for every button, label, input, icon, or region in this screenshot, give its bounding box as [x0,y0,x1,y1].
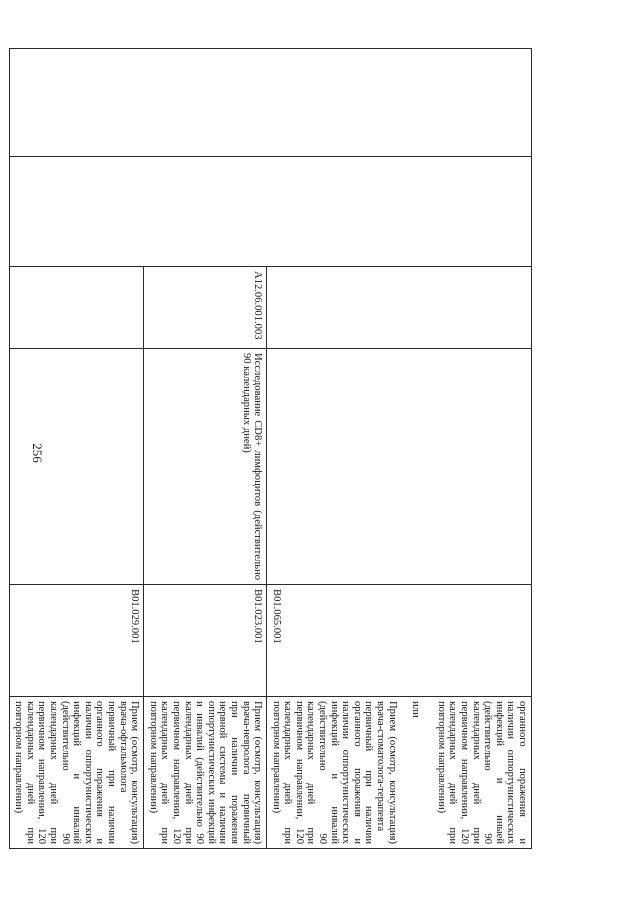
service-code-cell [9,267,144,349]
service-description-cell [267,349,532,585]
specialist-description-cell: Прием (осмотр, консультация) врача-невролога первичный при наличии поражения нервной системы и наличии оппортунистических инфекций и инвалий (действительно 90 календарных дней при первичном направлении, 120 календарных дней при повторном направлении) [144,697,267,849]
service-code-cell: A12.06.001.003 [144,267,267,349]
service-description-cell [9,349,144,585]
or-separator: или [410,701,422,718]
specialist-code-cell: B01.029.001 [9,585,144,697]
service-code-cell [267,267,532,349]
specialist-description: Прием (осмотр, консультация) врача-стоматолога-терапевта первичный при наличии органного поражения и наличии оппортунистических инфекций и инвалий (действительно 90 календарных дней при первичном направлении, 120 календарных дней при повторном направлении) [270,701,398,844]
specialist-code-cell [267,585,532,697]
blank-cell [9,157,531,267]
services-table [9,48,532,849]
specialist-code: B01.065.001 [270,589,282,644]
specialist-code-cell: B01.023.001 [144,585,267,697]
specialist-description-cell: Прием (осмотр, консультация) врача-офтальмолога первичный при наличии органного поражения и наличии оппортунистических инфекций и инвалий (действительно 90 календарных дней при первичном направлении, 120 календарных дней при повторном направлении) [9,697,144,849]
service-description-cell: Исследование CD8+ лимфоцитов (действительно 90 календарных дней) [144,349,267,585]
page-number: 256 [30,443,45,463]
table-row [267,49,532,849]
blank-cell [9,49,531,157]
specialist-description-continuation: органного поражения и наличии оппортунистических инфекций и иныей (действительно 90 календарных дней при первичном направлении, 120 календарных дней при повторном направлении) [435,701,528,844]
specialist-description-cell [267,697,532,849]
